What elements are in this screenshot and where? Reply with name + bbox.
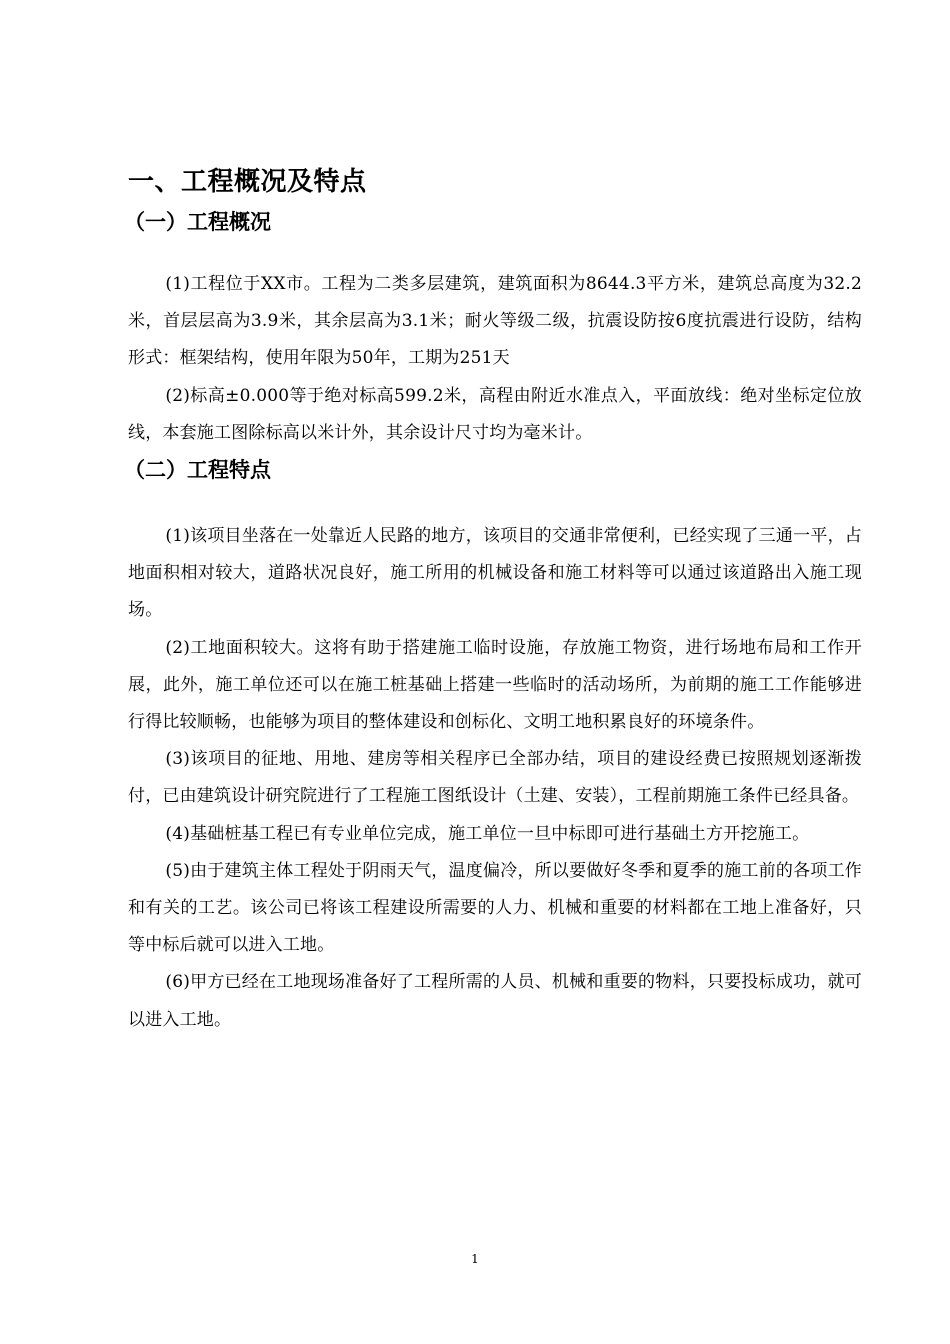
subsection-title-overview: （一）工程概况 [124, 210, 271, 234]
features-paragraphs [128, 518, 862, 1039]
paragraph: (1)工程位于XX市。工程为二类多层建筑，建筑面积为8644.3平方米，建筑总高度为32.2米，首层层高为3.9米，其余层高为3.1米；耐火等级二级，抗震设防按6度抗震进行设防，结构形式：框架结构，使用年限为50年，工期为251天 [128, 274, 862, 369]
paragraph: (5)由于建筑主体工程处于阴雨天气，温度偏冷，所以要做好冬季和夏季的施工前的各项工作和有关的工艺。该公司已将该工程建设所需要的人力、机械和重要的材料都在工地上准备好，只等中标后就可以进入工地。 [128, 860, 862, 956]
paragraph: (1)该项目坐落在一处靠近人民路的地方，该项目的交通非常便利，已经实现了三通一平，占地面积相对较大，道路状况良好，施工所用的机械设备和施工材料等可以通过该道路出入施工现场。 [128, 526, 862, 621]
subsection-title-features: （二）工程特点 [124, 458, 271, 483]
main-heading: 一、工程概况及特点 [128, 167, 367, 197]
overview-paragraphs [128, 266, 862, 452]
page-content [124, 160, 862, 1039]
paragraph: (3)该项目的征地、用地、建房等相关程序已全部办结，项目的建设经费已按照规划逐渐拨付，已由建筑设计研究院进行了工程施工图纸设计（土建、安装），工程前期施工条件已经具备。 [128, 749, 862, 807]
paragraph: (4)基础桩基工程已有专业单位完成，施工单位一旦中标即可进行基础土方开挖施工。 [165, 823, 810, 844]
paragraph: (6)甲方已经在工地现场准备好了工程所需的人员、机械和重要的物料，只要投标成功，就可以进入工地。 [128, 972, 862, 1030]
paragraph: (2)标高±0.000等于绝对标高599.2米，高程由附近水准点入，平面放线：绝对坐标定位放线，本套施工图除标高以米计外，其余设计尺寸均为毫米计。 [128, 385, 862, 443]
page-number: 1 [471, 1252, 479, 1266]
paragraph: (2)工地面积较大。这将有助于搭建施工临时设施，存放施工物资，进行场地布局和工作开展，此外，施工单位还可以在施工桩基础上搭建一些临时的活动场所，为前期的施工工作能够进行得比较顺畅，也能够为项目的整体建设和创标化、文明工地积累良好的环境条件。 [128, 637, 862, 733]
